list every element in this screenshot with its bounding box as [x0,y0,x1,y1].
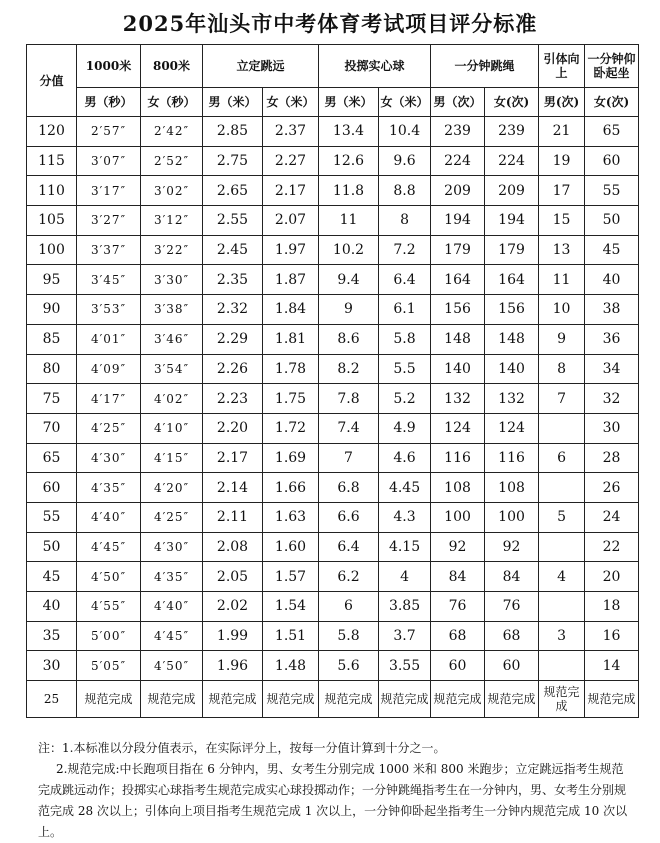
cell-ball-female: 3.7 [379,621,431,651]
cell-ball-female: 3.55 [379,651,431,681]
cell-rope-male: 108 [431,473,485,503]
header-rope-skipping: 一分钟跳绳 [431,45,539,88]
table-row [27,206,639,236]
subheader-800m: 女（秒） [141,88,203,117]
cell-1000m: 4′40″ [77,502,141,532]
cell-text: 规范完成 [263,681,319,718]
cell-ball-female: 8.8 [379,176,431,206]
cell-1000m: 4′01″ [77,324,141,354]
cell-pull-up: 15 [539,206,585,236]
subheader-1000m: 男（秒） [77,88,141,117]
cell-ball-male: 7.8 [319,384,379,414]
cell-text: 规范完成 [585,681,639,718]
cell-sit-up: 24 [585,502,639,532]
cell-ball-male: 8.2 [319,354,379,384]
cell-rope-male: 116 [431,443,485,473]
subheader-ball-male: 男（米） [319,88,379,117]
cell-rope-male: 132 [431,384,485,414]
cell-rope-male: 148 [431,324,485,354]
cell-1000m: 5′05″ [77,651,141,681]
cell-rope-male: 224 [431,146,485,176]
cell-800m: 3′12″ [141,206,203,236]
table-row [27,324,639,354]
cell-800m: 3′46″ [141,324,203,354]
cell-800m: 4′02″ [141,384,203,414]
cell-1000m: 4′55″ [77,592,141,622]
cell-jump-male: 2.65 [203,176,263,206]
cell-score: 55 [27,502,77,532]
cell-rope-male: 76 [431,592,485,622]
cell-score: 60 [27,473,77,503]
cell-jump-male: 2.26 [203,354,263,384]
cell-score: 45 [27,562,77,592]
cell-rope-female: 100 [485,502,539,532]
cell-ball-male: 7.4 [319,413,379,443]
cell-1000m: 4′09″ [77,354,141,384]
cell-jump-female: 1.72 [263,413,319,443]
cell-score: 25 [27,681,77,718]
cell-jump-male: 2.11 [203,502,263,532]
cell-text: 规范完成 [379,681,431,718]
cell-rope-male: 209 [431,176,485,206]
table-row [27,443,639,473]
cell-pull-up: 21 [539,117,585,147]
header-score: 分值 [27,45,77,117]
cell-ball-female: 4.15 [379,532,431,562]
cell-jump-female: 2.27 [263,146,319,176]
subheader-row [27,88,639,117]
cell-rope-female: 68 [485,621,539,651]
note-2: 2.规范完成:中长跑项目指在 6 分钟内，男、女考生分别完成 1000 米和 800 米跑步；立定跳远指考生规范完成跳远动作；投掷实心球指考生规范完成实心球投掷动作；一分钟跳绳指考生在一分钟内，男、女考生分别规范完成 28 次以上；引体向上项目指考生规范完成 1 次以上，一分钟仰卧起坐指考生一分钟内规范完成 10 次以上。 [38,762,628,839]
cell-rope-female: 156 [485,295,539,325]
cell-ball-male: 6 [319,592,379,622]
cell-text: 规范完成 [141,681,203,718]
cell-ball-male: 6.6 [319,502,379,532]
table-row [27,235,639,265]
page-title: 2025年汕头市中考体育考试项目评分标准 [122,11,538,36]
cell-rope-female: 84 [485,562,539,592]
cell-800m: 3′38″ [141,295,203,325]
table-row-25 [27,681,639,718]
cell-ball-male: 7 [319,443,379,473]
cell-sit-up: 16 [585,621,639,651]
cell-800m: 3′30″ [141,265,203,295]
cell-sit-up: 22 [585,532,639,562]
cell-score: 115 [27,146,77,176]
cell-rope-female: 124 [485,413,539,443]
cell-rope-female: 224 [485,146,539,176]
table-row [27,562,639,592]
cell-score: 35 [27,621,77,651]
cell-pull-up: 13 [539,235,585,265]
cell-ball-male: 6.4 [319,532,379,562]
cell-ball-male: 13.4 [319,117,379,147]
cell-pull-up: 9 [539,324,585,354]
note-1: 注：1.本标准以分段分值表示，在实际评分上，按每一分值计算到十分之一。 [38,741,446,755]
cell-jump-male: 2.08 [203,532,263,562]
cell-sit-up: 30 [585,413,639,443]
table-row [27,295,639,325]
subheader-jump-female: 女（米） [263,88,319,117]
cell-ball-male: 11.8 [319,176,379,206]
cell-jump-male: 2.55 [203,206,263,236]
subheader-ball-female: 女（米） [379,88,431,117]
cell-rope-male: 239 [431,117,485,147]
cell-ball-female: 4.6 [379,443,431,473]
header-sit-up: 一分钟仰卧起坐 [585,45,639,88]
cell-sit-up: 20 [585,562,639,592]
cell-jump-female: 1.87 [263,265,319,295]
cell-ball-female: 10.4 [379,117,431,147]
score-table-body [27,117,639,718]
header-standing-jump: 立定跳远 [203,45,319,88]
cell-rope-female: 116 [485,443,539,473]
notes [38,738,628,843]
cell-jump-male: 1.99 [203,621,263,651]
cell-rope-female: 194 [485,206,539,236]
cell-jump-male: 2.05 [203,562,263,592]
cell-ball-female: 9.6 [379,146,431,176]
table-row [27,473,639,503]
cell-800m: 4′20″ [141,473,203,503]
cell-rope-female: 209 [485,176,539,206]
cell-score: 50 [27,532,77,562]
cell-sit-up: 32 [585,384,639,414]
cell-ball-female: 5.5 [379,354,431,384]
cell-score: 85 [27,324,77,354]
cell-sit-up: 26 [585,473,639,503]
table-row [27,621,639,651]
header-800m: 800米 [141,45,203,88]
cell-jump-female: 2.37 [263,117,319,147]
cell-pull-up [539,473,585,503]
cell-jump-female: 1.84 [263,295,319,325]
cell-pull-up [539,532,585,562]
header-pull-up: 引体向上 [539,45,585,88]
cell-ball-male: 9.4 [319,265,379,295]
cell-ball-female: 6.1 [379,295,431,325]
cell-ball-male: 9 [319,295,379,325]
cell-jump-female: 1.69 [263,443,319,473]
cell-text: 规范完成 [203,681,263,718]
cell-1000m: 3′53″ [77,295,141,325]
cell-score: 65 [27,443,77,473]
cell-score: 120 [27,117,77,147]
cell-score: 80 [27,354,77,384]
cell-800m: 4′25″ [141,502,203,532]
cell-pull-up: 6 [539,443,585,473]
cell-800m: 3′02″ [141,176,203,206]
header-1000m: 1000米 [77,45,141,88]
cell-1000m: 4′35″ [77,473,141,503]
cell-rope-male: 92 [431,532,485,562]
cell-1000m: 3′37″ [77,235,141,265]
cell-pull-up: 7 [539,384,585,414]
cell-jump-female: 1.51 [263,621,319,651]
cell-rope-female: 92 [485,532,539,562]
cell-pull-up: 19 [539,146,585,176]
cell-jump-male: 2.85 [203,117,263,147]
cell-rope-female: 108 [485,473,539,503]
cell-pull-up: 10 [539,295,585,325]
cell-800m: 3′22″ [141,235,203,265]
table-row [27,265,639,295]
cell-text: 规范完成 [485,681,539,718]
cell-rope-male: 156 [431,295,485,325]
cell-rope-male: 68 [431,621,485,651]
cell-pull-up [539,651,585,681]
cell-1000m: 4′30″ [77,443,141,473]
table-row [27,117,639,147]
cell-rope-female: 239 [485,117,539,147]
cell-1000m: 4′50″ [77,562,141,592]
cell-jump-male: 2.23 [203,384,263,414]
cell-pull-up: 8 [539,354,585,384]
cell-800m: 4′45″ [141,621,203,651]
cell-rope-male: 124 [431,413,485,443]
cell-score: 105 [27,206,77,236]
cell-1000m: 3′45″ [77,265,141,295]
table-row [27,502,639,532]
cell-jump-female: 1.60 [263,532,319,562]
cell-1000m: 5′00″ [77,621,141,651]
cell-sit-up: 65 [585,117,639,147]
table-row [27,384,639,414]
cell-1000m: 3′27″ [77,206,141,236]
table-row [27,146,639,176]
cell-ball-male: 8.6 [319,324,379,354]
cell-1000m: 2′57″ [77,117,141,147]
cell-jump-female: 2.17 [263,176,319,206]
cell-1000m: 3′07″ [77,146,141,176]
cell-pull-up [539,413,585,443]
cell-sit-up: 18 [585,592,639,622]
cell-score: 100 [27,235,77,265]
cell-rope-male: 84 [431,562,485,592]
header-shot-put: 投掷实心球 [319,45,431,88]
cell-jump-female: 1.81 [263,324,319,354]
cell-jump-male: 2.75 [203,146,263,176]
cell-rope-male: 179 [431,235,485,265]
cell-sit-up: 45 [585,235,639,265]
cell-ball-male: 11 [319,206,379,236]
cell-rope-female: 60 [485,651,539,681]
cell-1000m: 4′45″ [77,532,141,562]
cell-800m: 4′50″ [141,651,203,681]
cell-1000m: 4′17″ [77,384,141,414]
cell-pull-up: 4 [539,562,585,592]
table-row [27,354,639,384]
cell-jump-male: 2.45 [203,235,263,265]
cell-800m: 2′52″ [141,146,203,176]
cell-ball-female: 4.9 [379,413,431,443]
cell-sit-up: 36 [585,324,639,354]
cell-ball-male: 5.8 [319,621,379,651]
table-row [27,651,639,681]
cell-rope-female: 140 [485,354,539,384]
cell-rope-male: 194 [431,206,485,236]
cell-jump-female: 1.48 [263,651,319,681]
cell-jump-male: 2.32 [203,295,263,325]
cell-text: 规范完成 [431,681,485,718]
cell-800m: 4′35″ [141,562,203,592]
cell-rope-female: 76 [485,592,539,622]
score-table [26,44,639,718]
cell-ball-male: 10.2 [319,235,379,265]
cell-ball-male: 6.2 [319,562,379,592]
cell-ball-female: 6.4 [379,265,431,295]
subheader-sit-up: 女(次) [585,88,639,117]
subheader-rope-male: 男（次） [431,88,485,117]
cell-rope-male: 60 [431,651,485,681]
cell-ball-female: 5.2 [379,384,431,414]
cell-sit-up: 50 [585,206,639,236]
subheader-pull-up: 男(次) [539,88,585,117]
cell-ball-male: 5.6 [319,651,379,681]
cell-score: 75 [27,384,77,414]
cell-sit-up: 28 [585,443,639,473]
cell-1000m: 4′25″ [77,413,141,443]
cell-sit-up: 38 [585,295,639,325]
cell-text: 规范完成 [319,681,379,718]
cell-sit-up: 60 [585,146,639,176]
cell-pull-up: 3 [539,621,585,651]
cell-ball-male: 6.8 [319,473,379,503]
cell-jump-male: 1.96 [203,651,263,681]
cell-pull-up: 11 [539,265,585,295]
cell-rope-male: 164 [431,265,485,295]
cell-ball-female: 4.3 [379,502,431,532]
cell-jump-male: 2.20 [203,413,263,443]
cell-ball-female: 7.2 [379,235,431,265]
cell-score: 40 [27,592,77,622]
table-row [27,532,639,562]
cell-pull-up: 17 [539,176,585,206]
cell-ball-female: 4.45 [379,473,431,503]
table-row [27,176,639,206]
cell-pull-up [539,592,585,622]
cell-jump-female: 1.54 [263,592,319,622]
cell-jump-female: 1.75 [263,384,319,414]
cell-rope-male: 140 [431,354,485,384]
cell-ball-female: 3.85 [379,592,431,622]
cell-score: 110 [27,176,77,206]
cell-1000m: 3′17″ [77,176,141,206]
header-row [27,45,639,88]
table-row [27,592,639,622]
cell-800m: 3′54″ [141,354,203,384]
cell-score: 70 [27,413,77,443]
cell-rope-male: 100 [431,502,485,532]
cell-800m: 4′30″ [141,532,203,562]
cell-rope-female: 179 [485,235,539,265]
cell-ball-female: 4 [379,562,431,592]
cell-800m: 2′42″ [141,117,203,147]
cell-score: 90 [27,295,77,325]
cell-pull-up: 5 [539,502,585,532]
cell-800m: 4′15″ [141,443,203,473]
cell-rope-female: 148 [485,324,539,354]
cell-score: 30 [27,651,77,681]
cell-ball-female: 5.8 [379,324,431,354]
cell-800m: 4′10″ [141,413,203,443]
subheader-rope-female: 女(次) [485,88,539,117]
subheader-jump-male: 男（米） [203,88,263,117]
cell-rope-female: 164 [485,265,539,295]
cell-jump-female: 1.57 [263,562,319,592]
cell-sit-up: 55 [585,176,639,206]
table-row [27,413,639,443]
cell-jump-male: 2.14 [203,473,263,503]
cell-sit-up: 14 [585,651,639,681]
cell-rope-female: 132 [485,384,539,414]
cell-ball-female: 8 [379,206,431,236]
cell-jump-female: 1.97 [263,235,319,265]
cell-jump-female: 1.66 [263,473,319,503]
cell-jump-female: 1.78 [263,354,319,384]
cell-jump-female: 1.63 [263,502,319,532]
cell-jump-female: 2.07 [263,206,319,236]
cell-jump-male: 2.29 [203,324,263,354]
cell-sit-up: 34 [585,354,639,384]
cell-800m: 4′40″ [141,592,203,622]
cell-sit-up: 40 [585,265,639,295]
cell-score: 95 [27,265,77,295]
cell-jump-male: 2.17 [203,443,263,473]
cell-text: 规范完成 [539,681,585,718]
cell-ball-male: 12.6 [319,146,379,176]
cell-jump-male: 2.02 [203,592,263,622]
cell-jump-male: 2.35 [203,265,263,295]
cell-text: 规范完成 [77,681,141,718]
